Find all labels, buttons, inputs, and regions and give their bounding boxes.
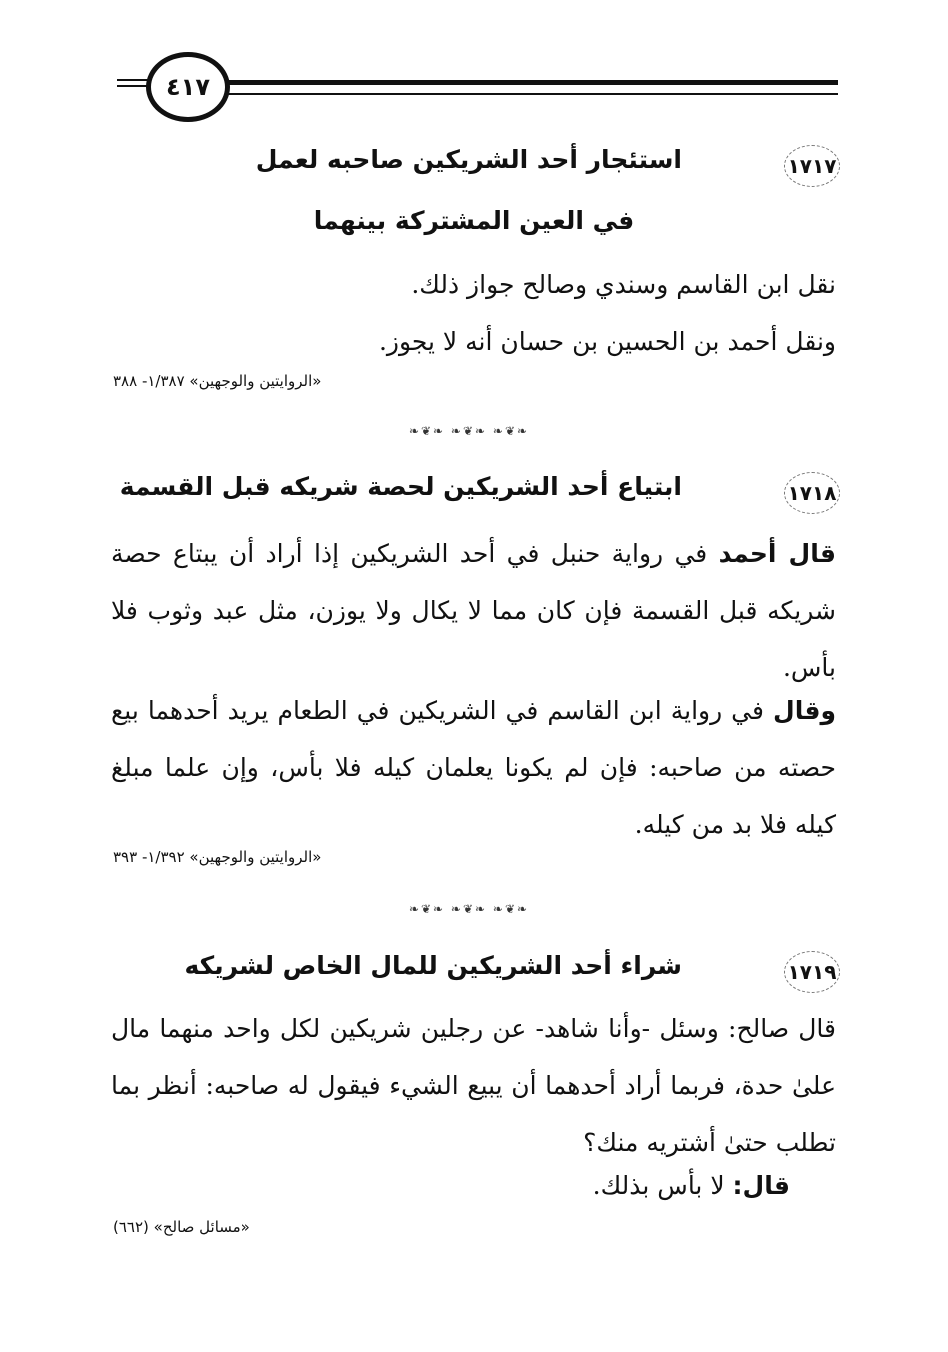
paragraph-lead: قال:: [732, 1171, 790, 1200]
section-number-badge: ١٧١٨: [776, 471, 848, 515]
page-number: ٤١٧: [146, 52, 230, 122]
source-citation: «الروايتين والوجهين» ١/٣٨٧- ٣٨٨: [113, 372, 322, 390]
paragraph-lead: قال أحمد: [718, 539, 836, 568]
section-title-continued: في العين المشتركة بينهما: [313, 206, 635, 235]
ornament-divider: ❧❦❧ ❧❦❧ ❧❦❧: [408, 902, 530, 916]
section-title: شراء أحد الشريكين للمال الخاص لشريكه: [184, 951, 682, 980]
source-citation: «الروايتين والوجهين» ١/٣٩٢- ٣٩٣: [113, 848, 322, 866]
source-citation: «مسائل صالح» (٦٦٢): [113, 1218, 250, 1236]
ornament-divider: ❧❦❧ ❧❦❧ ❧❦❧: [408, 424, 530, 438]
section-number-badge: ١٧١٩: [776, 950, 848, 994]
paragraph: ونقل أحمد بن الحسين بن حسان أنه لا يجوز.: [378, 327, 836, 356]
paragraph-text: في رواية ابن القاسم في الشريكين في الطعام يريد أحدهما بيع حصته من صاحبه: فإن لم يكونا يعلمان كيله فلا بأس، وإن علما مبلغ كيله فلا بد من كيله.: [111, 696, 836, 839]
paragraph-lead: وقال: [773, 696, 836, 725]
paragraph-text: في رواية حنبل في أحد الشريكين إذا أراد أن يبتاع حصة شريكه قبل القسمة فإن كان مما لا يكال ولا يوزن، مثل عبد وثوب فلا بأس.: [111, 539, 836, 682]
paragraph: [111, 525, 836, 696]
section-number-badge: ١٧١٧: [776, 144, 848, 188]
paragraph: نقل ابن القاسم وسندي وصالح جواز ذلك.: [411, 270, 836, 299]
paragraph: [110, 1157, 790, 1214]
header-rule-right: [224, 80, 838, 95]
section-title: ابتياع أحد الشريكين لحصة شريكه قبل القسمة: [119, 472, 682, 501]
section-title: استئجار أحد الشريكين صاحبه لعمل: [255, 145, 682, 174]
paragraph-text: لا بأس بذلك.: [592, 1171, 733, 1200]
paragraph: [111, 682, 836, 853]
paragraph: قال صالح: وسئل -وأنا شاهد- عن رجلين شريكين لكل واحد منهما مال علىٰ حدة، فربما أراد أحدهما أن يبيع الشيء فيقول له صاحبه: أنظر بما تطلب حتىٰ أشتريه منك؟: [111, 1014, 836, 1157]
